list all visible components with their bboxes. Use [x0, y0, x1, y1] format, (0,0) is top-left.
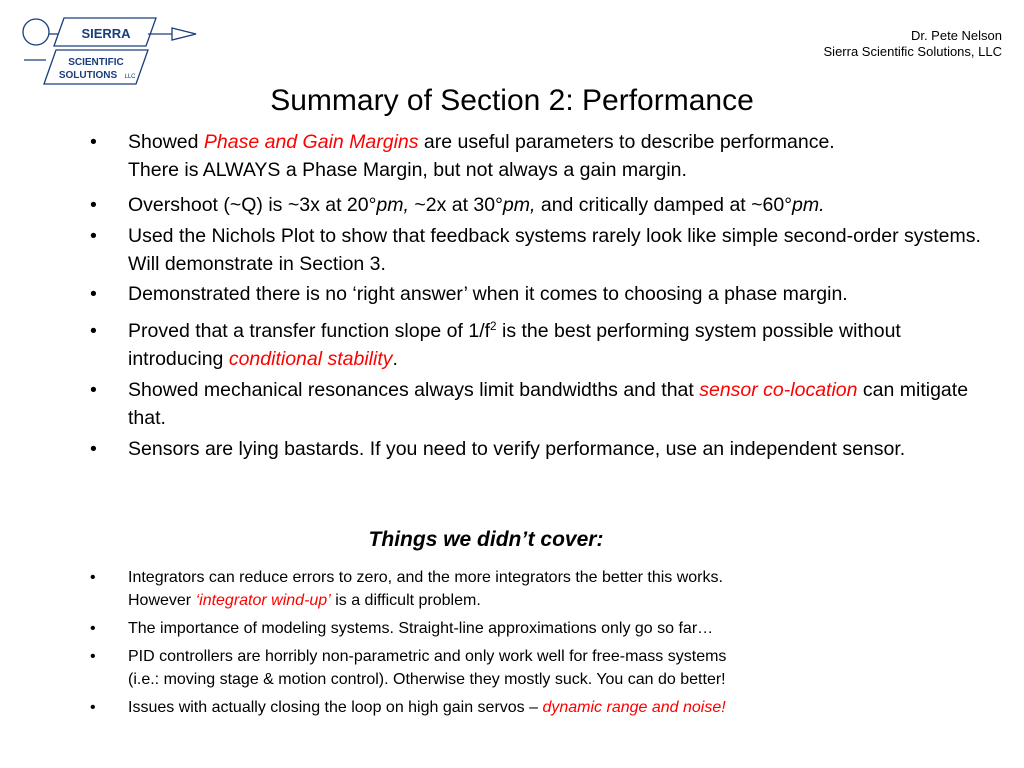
slide-title: Summary of Section 2: Performance: [270, 84, 754, 117]
list-item: • Sensors are lying bastards. If you need to verify performance, use an independent sensor.: [90, 435, 1000, 463]
author-company: Sierra Scientific Solutions, LLC: [823, 44, 1002, 59]
list-item: • Showed mechanical resonances always limit bandwidths and that sensor co-location can mitigate that.: [90, 376, 1000, 432]
list-item: • Demonstrated there is no ‘right answer’ when it comes to choosing a phase margin.: [90, 280, 1000, 308]
list-item: • The importance of modeling systems. Straight-line approximations only go so far…: [90, 617, 1000, 640]
list-item: • Overshoot (~Q) is ~3x at 20°pm, ~2x at 30°pm, and critically damped at ~60°pm.: [90, 191, 1000, 219]
logo-text-scientific: SCIENTIFIC: [68, 57, 124, 68]
list-item: • Issues with actually closing the loop on high gain servos – dynamic range and noise!: [90, 696, 1000, 719]
highlight-text: Phase and Gain Margins: [203, 131, 419, 153]
list-item: • Showed Phase and Gain Margins are useful parameters to describe performance. There is ALWAYS a Phase Margin, but not always a gain margin.: [90, 128, 1000, 184]
highlight-text: ‘integrator wind-up’: [195, 592, 331, 609]
logo-text-llc: LLC: [124, 74, 136, 80]
author-info: [824, 28, 1002, 60]
list-item: • Proved that a transfer function slope of $1/f^2$ is the best performing system possible without introducing conditional stability.: [90, 317, 1000, 373]
list-item: • Integrators can reduce errors to zero, and the more integrators the better this works. However ‘integrator wind-up’ is a difficult problem.: [90, 566, 1000, 612]
company-logo: [22, 14, 198, 86]
logo-graphic: [22, 14, 198, 86]
list-item: • PID controllers are horribly non-parametric and only work well for free-mass systems (i.e.: moving stage & motion control). Otherwise they mostly suck. You can do better!: [90, 645, 1000, 691]
logo-text-solutions: SOLUTIONS: [58, 70, 118, 81]
list-item: • Used the Nichols Plot to show that feedback systems rarely look like simple second-order systems. Will demonstrate in Section 3.: [90, 222, 1000, 278]
highlight-text: dynamic range and noise!: [542, 699, 726, 716]
logo-text-sierra: SIERRA: [81, 26, 131, 41]
not-covered-list: [90, 566, 1000, 719]
not-covered-heading: Things we didn’t cover:: [368, 528, 604, 551]
highlight-text: conditional stability: [228, 348, 393, 370]
highlight-text: sensor co-location: [699, 379, 858, 401]
author-name: Dr. Pete Nelson: [910, 28, 1002, 43]
summary-list: [90, 128, 1000, 463]
